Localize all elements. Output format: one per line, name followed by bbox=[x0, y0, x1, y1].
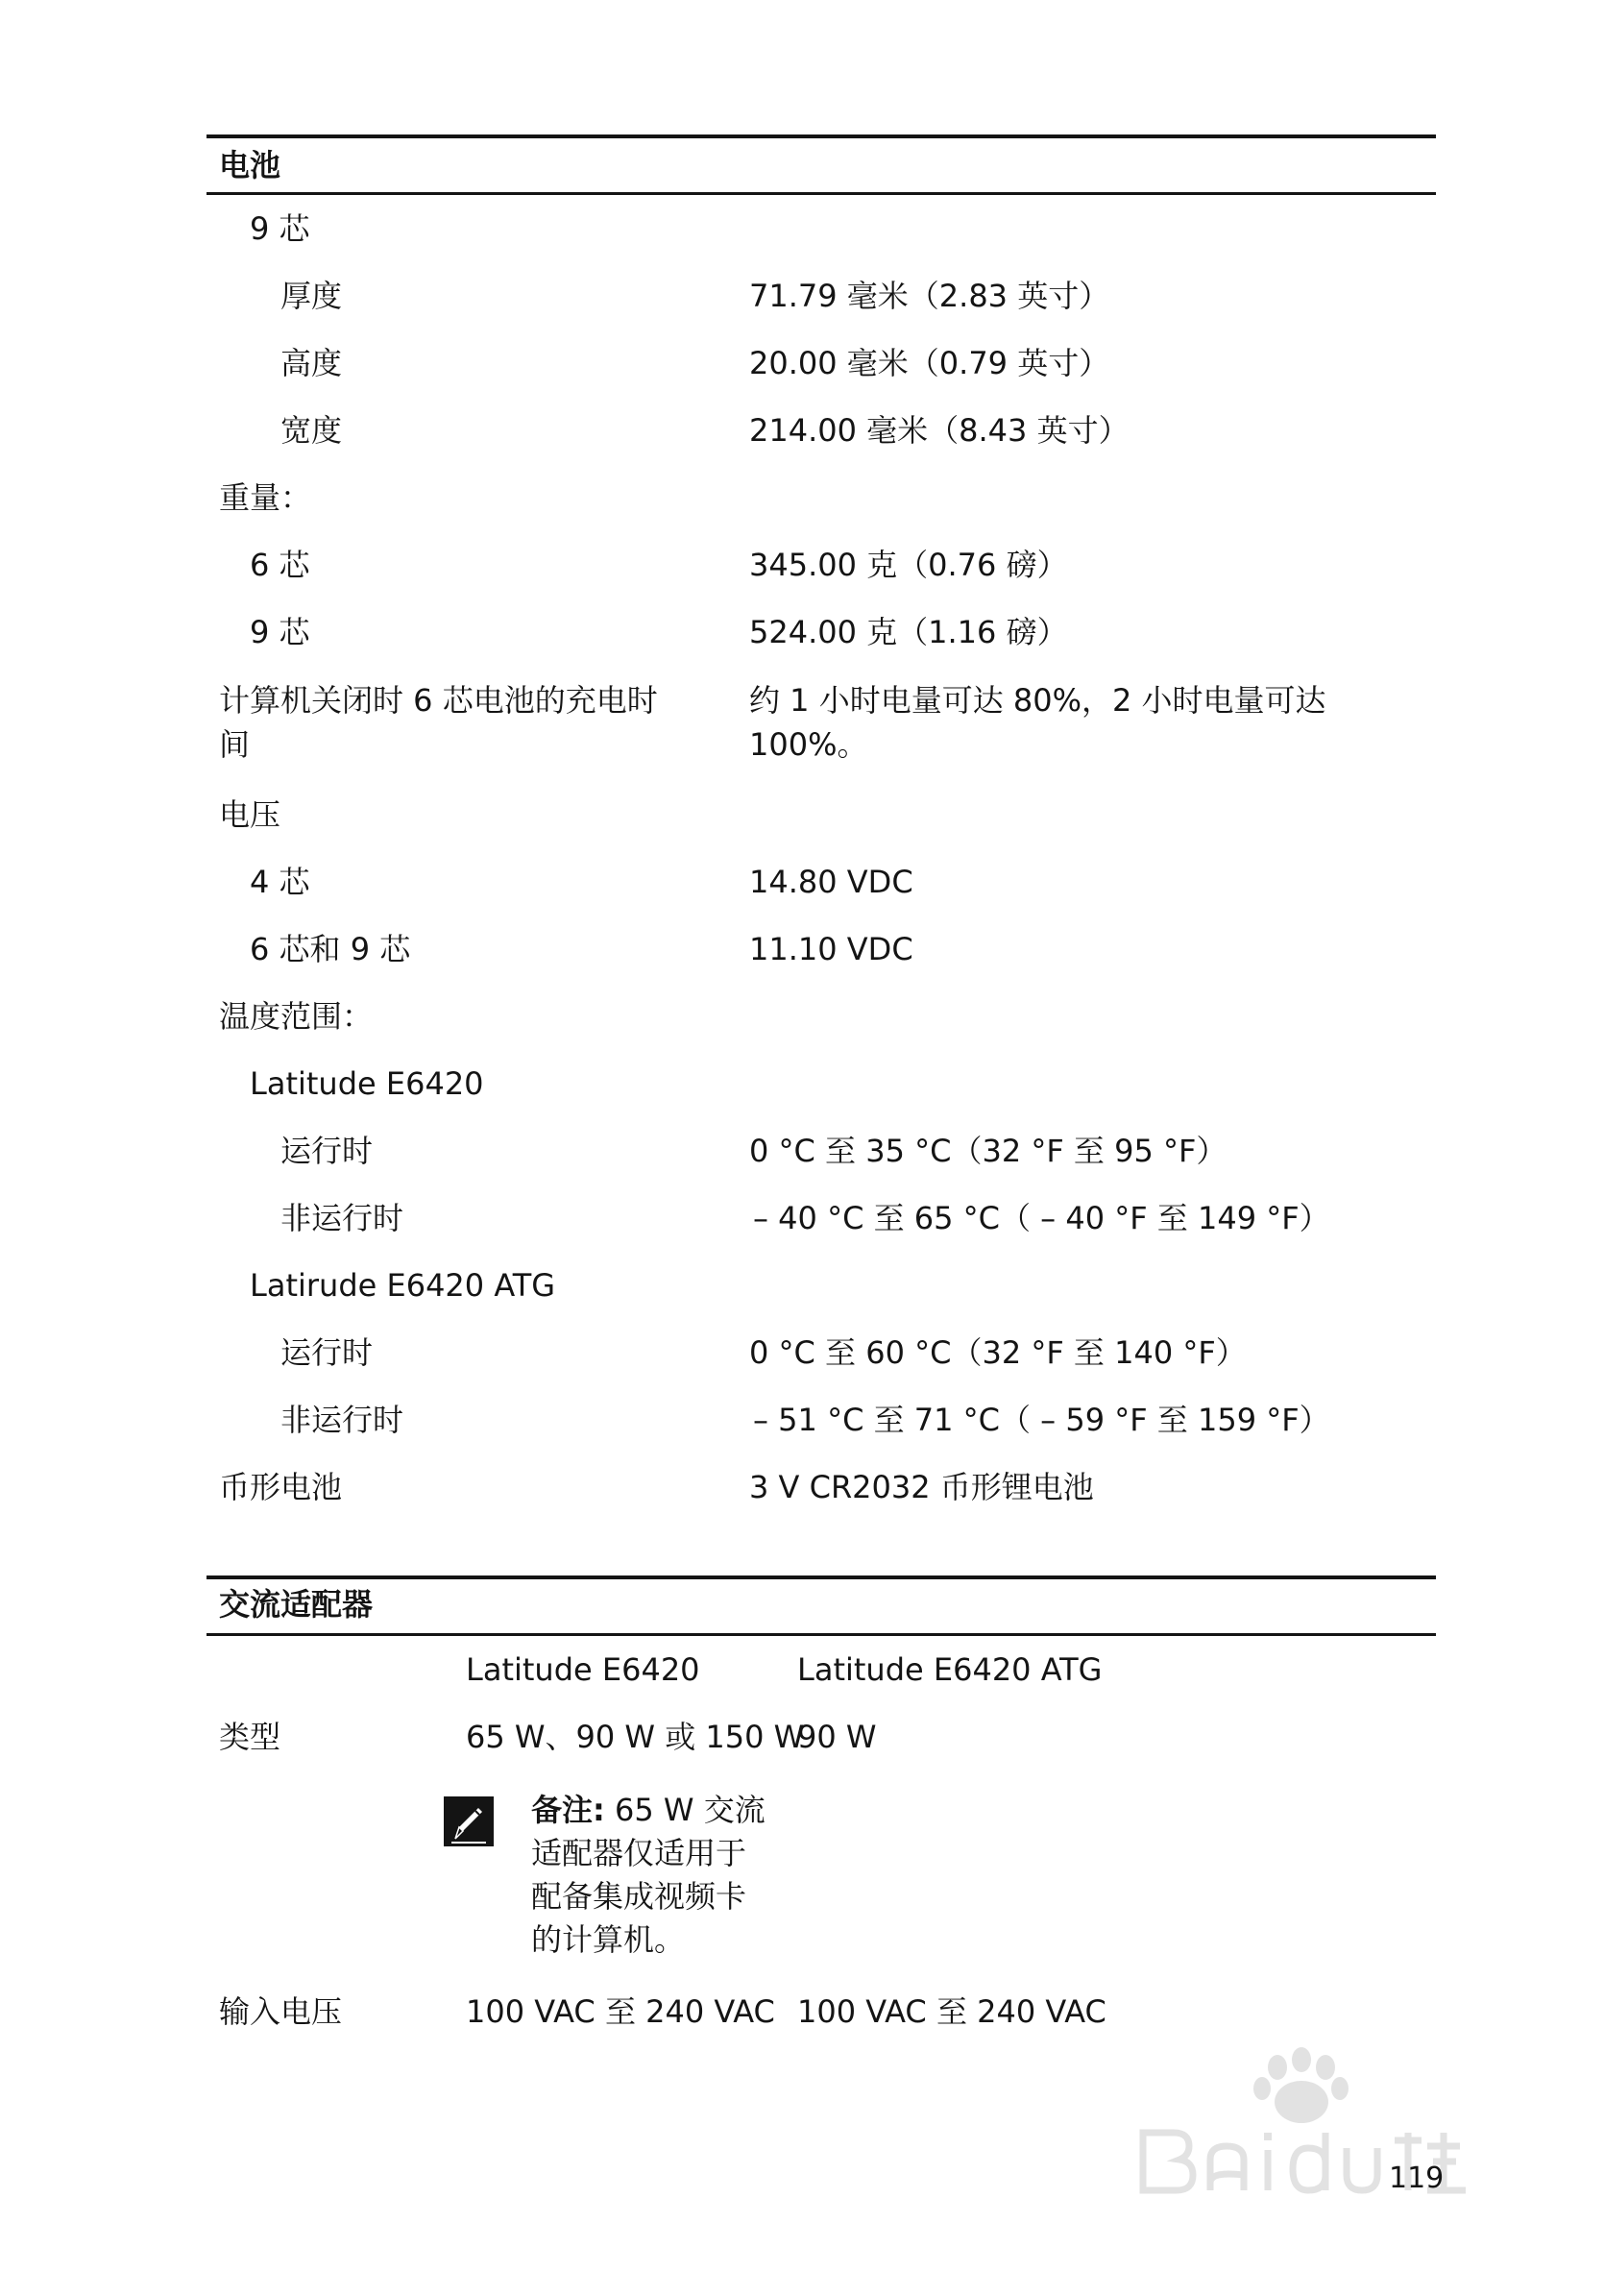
spec-label: 输入电压 bbox=[219, 1993, 343, 2030]
spec-row bbox=[0, 1399, 1604, 1441]
spec-label: 币形电池 bbox=[219, 1469, 343, 1505]
ac-adapter-section-title: 交流适配器 bbox=[219, 1586, 374, 1623]
spec-row bbox=[0, 275, 1604, 317]
spec-row bbox=[0, 1130, 1604, 1172]
spec-label: Latirude E6420 ATG bbox=[250, 1267, 556, 1304]
column-header: Latitude E6420 ATG bbox=[797, 1651, 1103, 1688]
spec-row bbox=[0, 1264, 1604, 1307]
spec-row bbox=[0, 928, 1604, 970]
spec-row bbox=[0, 995, 1604, 1038]
spec-row bbox=[0, 611, 1604, 653]
spec-row bbox=[0, 1063, 1604, 1105]
spec-label: 6 芯 bbox=[250, 547, 310, 583]
spec-value: 71.79 毫米（2.83 英寸） bbox=[749, 278, 1110, 314]
note-line bbox=[531, 1789, 766, 1832]
spec-value: 0 °C 至 60 °C（32 °F 至 140 °F） bbox=[749, 1334, 1247, 1371]
spec-value: 0 °C 至 35 °C（32 °F 至 95 °F） bbox=[749, 1133, 1227, 1169]
spec-row bbox=[0, 208, 1604, 250]
spec-row bbox=[0, 1331, 1604, 1374]
section-header-rule bbox=[207, 1633, 1436, 1636]
spec-value: 90 W bbox=[797, 1719, 877, 1755]
note-text bbox=[531, 1789, 766, 1962]
spec-label: 运行时 bbox=[280, 1334, 374, 1371]
spec-label: 温度范围： bbox=[219, 998, 374, 1035]
spec-label: 9 芯 bbox=[250, 614, 310, 650]
spec-label: Latitude E6420 bbox=[250, 1065, 484, 1102]
charge-time-label bbox=[219, 678, 658, 767]
section-header-rule bbox=[207, 192, 1436, 195]
spec-row bbox=[0, 1466, 1604, 1508]
spec-row bbox=[0, 861, 1604, 903]
spec-row bbox=[0, 342, 1604, 384]
note-line-text: 65 W 交流 bbox=[614, 1792, 766, 1828]
spec-label: 重量： bbox=[219, 479, 312, 516]
charge-time-label-line: 计算机关闭时 6 芯电池的充电时 bbox=[219, 682, 658, 719]
spec-value: – 51 °C 至 71 °C（ – 59 °F 至 159 °F） bbox=[753, 1402, 1330, 1438]
page-number: 119 bbox=[1389, 2162, 1445, 2195]
spec-label: 9 芯 bbox=[250, 210, 310, 247]
spec-row bbox=[0, 794, 1604, 836]
spec-label: 非运行时 bbox=[280, 1200, 404, 1236]
spec-value: 20.00 毫米（0.79 英寸） bbox=[749, 345, 1110, 381]
note-label: 备注: bbox=[531, 1792, 605, 1828]
charge-time-value-line: 100%。 bbox=[749, 726, 868, 763]
spec-label: 非运行时 bbox=[280, 1402, 404, 1438]
spec-label: 类型 bbox=[219, 1719, 281, 1755]
spec-value: 3 V CR2032 币形锂电池 bbox=[749, 1469, 1094, 1505]
spec-value: 100 VAC 至 240 VAC bbox=[466, 1993, 775, 2030]
spec-label: 6 芯和 9 芯 bbox=[250, 931, 411, 967]
spec-row bbox=[0, 409, 1604, 452]
spec-label: 高度 bbox=[280, 345, 343, 381]
spec-value: 65 W、90 W 或 150 W bbox=[466, 1719, 805, 1755]
charge-time-value-line: 约 1 小时电量可达 80%，2 小时电量可达 bbox=[749, 682, 1326, 719]
spec-row bbox=[0, 476, 1604, 519]
section-top-rule bbox=[207, 1575, 1436, 1579]
note-line: 的计算机。 bbox=[531, 1921, 686, 1958]
battery-section-title: 电池 bbox=[219, 147, 281, 183]
charge-time-label-line: 间 bbox=[219, 726, 251, 763]
watermark-logo bbox=[1133, 2046, 1498, 2248]
spec-row bbox=[0, 544, 1604, 586]
note-line: 配备集成视频卡 bbox=[531, 1878, 747, 1915]
spec-label: 运行时 bbox=[280, 1133, 374, 1169]
spec-label: 厚度 bbox=[280, 278, 343, 314]
column-header: Latitude E6420 bbox=[466, 1651, 700, 1688]
spec-value: 524.00 克（1.16 磅） bbox=[749, 614, 1068, 650]
spec-value: 14.80 VDC bbox=[749, 864, 913, 900]
note-line: 适配器仅适用于 bbox=[531, 1835, 747, 1871]
spec-row bbox=[0, 1197, 1604, 1239]
spec-label: 电压 bbox=[219, 796, 281, 833]
spec-label: 宽度 bbox=[280, 412, 343, 449]
charge-time-value bbox=[749, 678, 1326, 767]
spec-value: 11.10 VDC bbox=[749, 931, 913, 967]
spec-value: 214.00 毫米（8.43 英寸） bbox=[749, 412, 1130, 449]
spec-value: 100 VAC 至 240 VAC bbox=[797, 1993, 1106, 2030]
note-pencil-icon bbox=[444, 1796, 494, 1846]
spec-value: 345.00 克（0.76 磅） bbox=[749, 547, 1068, 583]
spec-value: – 40 °C 至 65 °C（ – 40 °F 至 149 °F） bbox=[753, 1200, 1330, 1236]
spec-label: 4 芯 bbox=[250, 864, 310, 900]
section-top-rule bbox=[207, 134, 1436, 138]
